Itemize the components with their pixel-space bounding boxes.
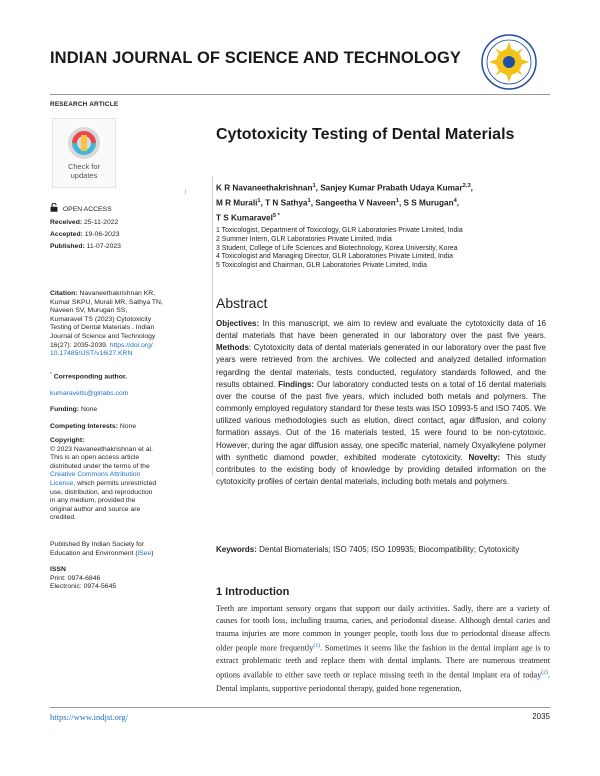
paper-title: Cytotoxicity Testing of Dental Materials [216, 126, 515, 143]
received-date: 25-11-2022 [84, 219, 119, 226]
published-row [50, 243, 121, 250]
accepted-date: 19-06-2023 [84, 231, 120, 238]
content-divider [212, 176, 213, 476]
journal-title: INDIAN JOURNAL OF SCIENCE AND TECHNOLOGY [50, 49, 462, 67]
copyright-block [50, 437, 185, 523]
competing-label: Competing Interests: [50, 423, 118, 430]
novelty-label: Novelty: [462, 452, 501, 462]
methods-label: Methods [216, 343, 249, 353]
footer-rule [50, 707, 550, 708]
publisher-line: Education and Environment ( [50, 549, 138, 557]
objectives-label: Objectives: [216, 319, 260, 328]
doi-link[interactable]: https://doi.org/ [109, 341, 153, 349]
funding-value: None [80, 406, 98, 413]
license-after: which permits unrestricted [77, 479, 157, 487]
accepted-label: Accepted: [50, 231, 83, 238]
received-row [50, 219, 118, 226]
publisher-close: ) [151, 549, 154, 557]
affiliation: 5 Toxicologist and Chairman, GLR Laboratories Private Limited, India [216, 262, 427, 270]
citation-line: Kumar SKPU, Murali MR, Sathya TN, [50, 298, 163, 306]
findings-label: Findings: [275, 379, 315, 389]
corresponding-label: Corresponding author. [53, 373, 128, 381]
affiliation: 1 Toxicologist, Department of Toxicology, GLR Laboratories Private Limited, India [216, 227, 463, 234]
citation-line: Journal of Science and Technology [50, 332, 156, 340]
copyright-line: use, distribution, and reproduction [50, 488, 153, 496]
affiliation: 3 Student, College of Life Sciences and Biotechnology, Korea University, Korea [216, 244, 458, 252]
badge-divider [185, 189, 186, 194]
citation-line: Kumaravel TS (2023) Cytotoxicity [50, 315, 152, 323]
author-line: M R Murali$^1$, T N Sathya$^1$, Sangeetha V Naveen$^1$, S S Murugan$^4$, [216, 198, 460, 208]
copyright-line: distributed under the terms of the [50, 462, 150, 470]
open-access-label: OPEN ACCESS [62, 206, 112, 213]
license-link-cont[interactable]: License, [50, 479, 76, 487]
issn-label: ISSN [50, 566, 66, 573]
footer-url[interactable]: https://www.indjst.org/ [50, 712, 129, 722]
citation-block [50, 290, 185, 359]
citation-volume: 16(27): 2035-2039. [50, 341, 108, 349]
publisher-line: Published By Indian Society for [50, 541, 145, 548]
doi-link-cont[interactable]: 10.17485/IJST/v16i27.KRN [50, 350, 133, 358]
citation-line: Navaneethakrishnan KR, [79, 290, 156, 297]
keywords [216, 544, 546, 557]
abstract-heading: Abstract [216, 295, 268, 311]
copyright-label: Copyright: [50, 437, 85, 444]
introduction-heading: 1 Introduction [216, 586, 290, 598]
abstract-body: Objectives: In this manuscript, we aim to review and evaluate the cytotoxicity data of 16 dental materials that have been generated in our laboratory over the past five years. Methods: Cytotoxicity data of dental materials generated in our laboratory over the past five years were retrieved from the archives. We collected and analyzed detailed information regarding the dental materials, tests conducted, regulatory standards followed, and the results obtained. Findings: Our laboratory conducted tests on a total of 16 dental materials over the course of the past five years, which included both metals and polymers. The commonly employed regulatory standard for these tests was ISO 10993-5 and ISO 7405. We utilized various methodologies such as elution, direct contact, agar diffusion, and colony formation assays. Out of the 16 materials tested, 15 were found to be non-cytotoxic. However, during the agar diffusion assay, one specific material, namely Oxyalkylene polymer with synthetic diamond powder, exhibited moderate cytotoxicity. Novelty: This study contributes to the existing body of knowledge by providing detailed information on the cytotoxicity profiles of certain dental materials, including both metals and polymers. [216, 319, 547, 487]
author-line: K R Navaneethakrishnan$^1$, Sanjey Kumar Prabath Udaya Kumar$^{2,3}$, [216, 183, 473, 193]
published-label: Published: [50, 243, 85, 250]
crossmark-icon [53, 121, 115, 165]
page-number: 2035 [532, 712, 550, 721]
check-for-updates-badge[interactable] [52, 118, 116, 188]
competing-row [50, 423, 136, 430]
author-email[interactable]: kumaravelts@glrlabs.com [50, 390, 129, 397]
affiliation: 2 Summer Intern, GLR Laboratories Private Limited, India [216, 235, 392, 243]
published-date: 11-07-2023 [86, 243, 121, 250]
accepted-row [50, 231, 120, 238]
issn-electronic: Electronic: 0974-5645 [50, 583, 117, 591]
publisher-block [50, 541, 185, 558]
affiliation: 4 Toxicologist and Managing Director, GLR Laboratories Private Limited, India [216, 253, 453, 261]
issn-print: Print: 0974-6846 [50, 574, 101, 582]
citation-line: Naveen SV, Murugan SS, [50, 307, 128, 315]
received-label: Received: [50, 219, 83, 226]
introduction-text: Teeth are important sensory organs that support our daily activities. Sadly, there are a variety of causes for tooth loss, including trauma, caries, and periodontal disease. Although dental caries and trauma injuries are more common in younger people, tooth loss due to periodontal disease affects older people more frequently$^{(1)}$. Sometimes it seems like the fashion in the dental implant age is to extract problematic teeth and replace them with dental implants. There are numerous treatment options available to either save teeth or replace missing teeth in the dental implant era of today$^{(2)}$. Dental implants, supportive periodontal therapy, guided bone regeneration, [216, 604, 550, 693]
journal-logo [481, 34, 537, 90]
header-rule [50, 94, 550, 95]
citation-ref[interactable]: (1) [313, 643, 321, 650]
author-list [216, 180, 546, 226]
citation-label: Citation: [50, 290, 78, 297]
copyright-line: © 2023 Navaneethakrishnan et al. [50, 445, 153, 453]
corresponding-row: * Corresponding author. [50, 372, 128, 381]
issn-block [50, 566, 185, 592]
copyright-line: in any medium, provided the [50, 497, 136, 505]
check-line1: Check for [67, 162, 101, 171]
copyright-line: credited. [50, 514, 77, 522]
funding-label: Funding: [50, 406, 80, 413]
citation-ref[interactable]: (2) [541, 670, 548, 677]
isee-link[interactable]: iSee [137, 549, 152, 557]
article-type: RESEARCH ARTICLE [50, 101, 119, 108]
affiliations [216, 227, 546, 271]
competing-value: None [119, 423, 137, 430]
open-access [50, 203, 112, 213]
license-link[interactable]: Creative Commons Attribution [50, 471, 141, 479]
funding-row [50, 406, 97, 413]
copyright-line: original author and source are [50, 505, 141, 513]
check-line2: updates [70, 170, 98, 180]
author-line: T S Kumaravel$^{5 *}$ [216, 213, 280, 224]
citation-line: Testing of Dental Materials . Indian [50, 324, 155, 332]
keywords-label: Keywords: [216, 545, 257, 554]
keywords-list: Dental Biomaterials; ISO 7405; ISO 109935; Biocompatibility; Cytotoxicity [256, 545, 520, 554]
copyright-line: This is an open access article [50, 454, 140, 462]
open-lock-icon [50, 203, 58, 212]
